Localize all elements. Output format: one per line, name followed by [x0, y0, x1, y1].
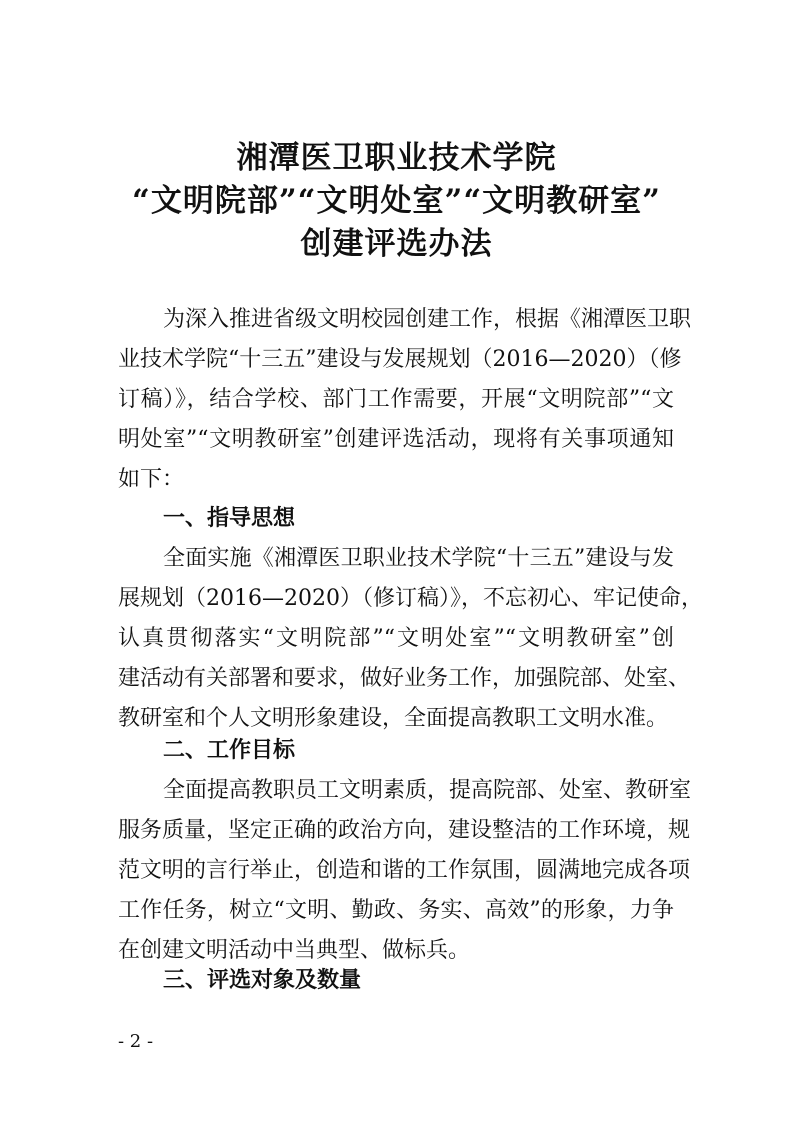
section1-line: 全面实施《湘潭医卫职业技术学院“十三五”建设与发 [163, 546, 674, 571]
section2-line: 服务质量，坚定正确的政治方向，建设整洁的工作环境，规 [118, 818, 691, 843]
intro-line: 业技术学院“十三五”建设与发展规划（2016—2020）（修 [118, 347, 682, 372]
section1-line: 教研室和个人文明形象建设，全面提高教职工文明水准。 [118, 706, 669, 731]
intro-line: 为深入推进省级文明校园创建工作，根据《湘潭医卫职 [163, 307, 692, 332]
section1-line: 认真贯彻落实“文明院部”“文明处室”“文明教研室”创 [118, 626, 674, 651]
section-heading-guiding-ideology: 一、指导思想 [163, 506, 296, 531]
page-number: - 2 - [118, 1031, 154, 1052]
section1-line: 建活动有关部署和要求，做好业务工作，加强院部、处室、 [118, 666, 691, 691]
intro-line: 明处室”“文明教研室”创建评选活动，现将有关事项通知 [118, 427, 674, 452]
section2-line: 全面提高教职员工文明素质，提高院部、处室、教研室 [163, 778, 692, 803]
document-title-line-1: 湘潭医卫职业技术学院 [236, 140, 557, 176]
section2-line: 在创建文明活动中当典型、做标兵。 [118, 938, 471, 963]
document-title-line-2: “文明院部”“文明处室”“文明教研室” [132, 183, 661, 219]
section2-line: 范文明的言行举止，创造和谐的工作氛围，圆满地完成各项 [118, 858, 691, 883]
section-heading-work-goals: 二、工作目标 [163, 738, 296, 763]
intro-line: 订稿）》，结合学校、部门工作需要，开展“文明院部”“文 [118, 387, 674, 412]
intro-line: 如下： [118, 467, 185, 492]
section-heading-selection-targets: 三、评选对象及数量 [163, 968, 362, 993]
section1-line: 展规划（2016—2020）（修订稿）》，不忘初心、牢记使命， [118, 586, 703, 611]
section2-line: 工作任务，树立“文明、勤政、务实、高效”的形象，力争 [118, 898, 674, 923]
document-title-line-3: 创建评选办法 [300, 226, 493, 262]
